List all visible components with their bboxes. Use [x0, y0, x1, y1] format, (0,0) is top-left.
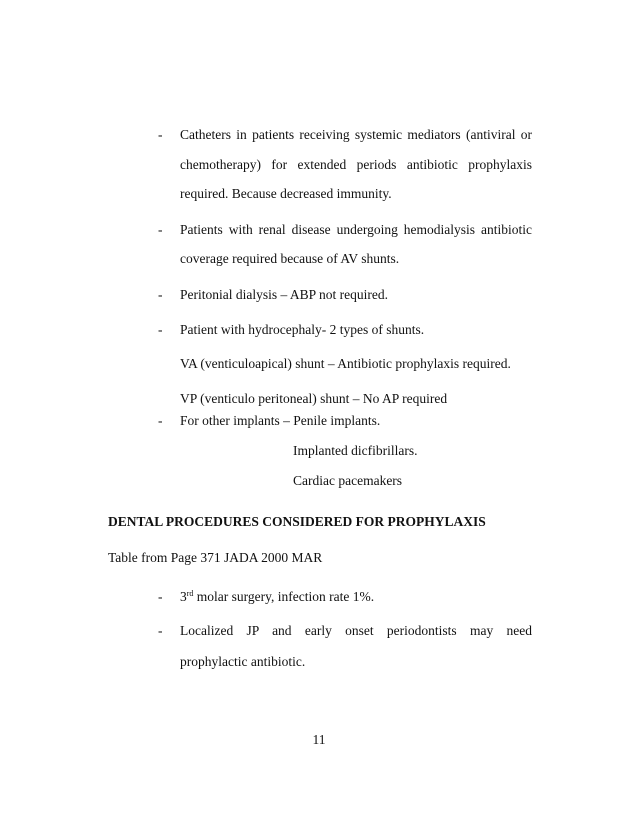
bullet-6-text — [180, 589, 374, 605]
bullet-dash: - — [158, 589, 163, 604]
bullet-dash: - — [158, 287, 163, 302]
page-number: 11 — [312, 732, 326, 747]
table-reference: Table from Page 371 JADA 2000 MAR — [108, 550, 323, 565]
bullet-3-text: Peritonial dialysis – ABP not required. — [180, 287, 388, 302]
bullet-5-text: For other implants – Penile implants. — [180, 413, 381, 428]
bullet-4-vp-shunt: VP (venticulo peritoneal) shunt – No AP required — [180, 391, 448, 406]
bullet-1-line-1: Catheters in patients receiving systemic mediators (antiviral or — [180, 127, 532, 142]
bullet-dash: - — [158, 222, 163, 237]
bullet-dash: - — [158, 322, 163, 337]
bullet-1-line-2: chemotherapy) for extended periods antibiotic prophylaxis — [180, 157, 532, 172]
bullet-1-line-3: required. Because decreased immunity. — [180, 186, 392, 201]
bullet-6-rest: molar surgery, infection rate 1%. — [193, 589, 375, 604]
bullet-5-implant-3: Cardiac pacemakers — [293, 473, 403, 488]
bullet-dash: - — [158, 623, 163, 638]
bullet-dash: - — [158, 127, 163, 142]
bullet-2-line-1: Patients with renal disease undergoing hemodialysis antibiotic — [180, 222, 532, 237]
section-heading: DENTAL PROCEDURES CONSIDERED FOR PROPHYLAXIS — [108, 514, 486, 529]
bullet-7-line-2: prophylactic antibiotic. — [180, 654, 306, 669]
bullet-7-line-1: Localized JP and early onset periodontists may need — [180, 623, 532, 638]
bullet-6-ordinal: rd — [186, 589, 194, 598]
bullet-2-line-2: coverage required because of AV shunts. — [180, 251, 400, 266]
bullet-dash: - — [158, 413, 163, 428]
bullet-5-implant-2: Implanted dicfibrillars. — [293, 443, 418, 458]
bullet-4-va-shunt: VA (venticuloapical) shunt – Antibiotic prophylaxis required. — [180, 356, 511, 371]
bullet-6-number: 3 — [180, 589, 187, 604]
bullet-4-text: Patient with hydrocephaly- 2 types of shunts. — [180, 322, 425, 337]
